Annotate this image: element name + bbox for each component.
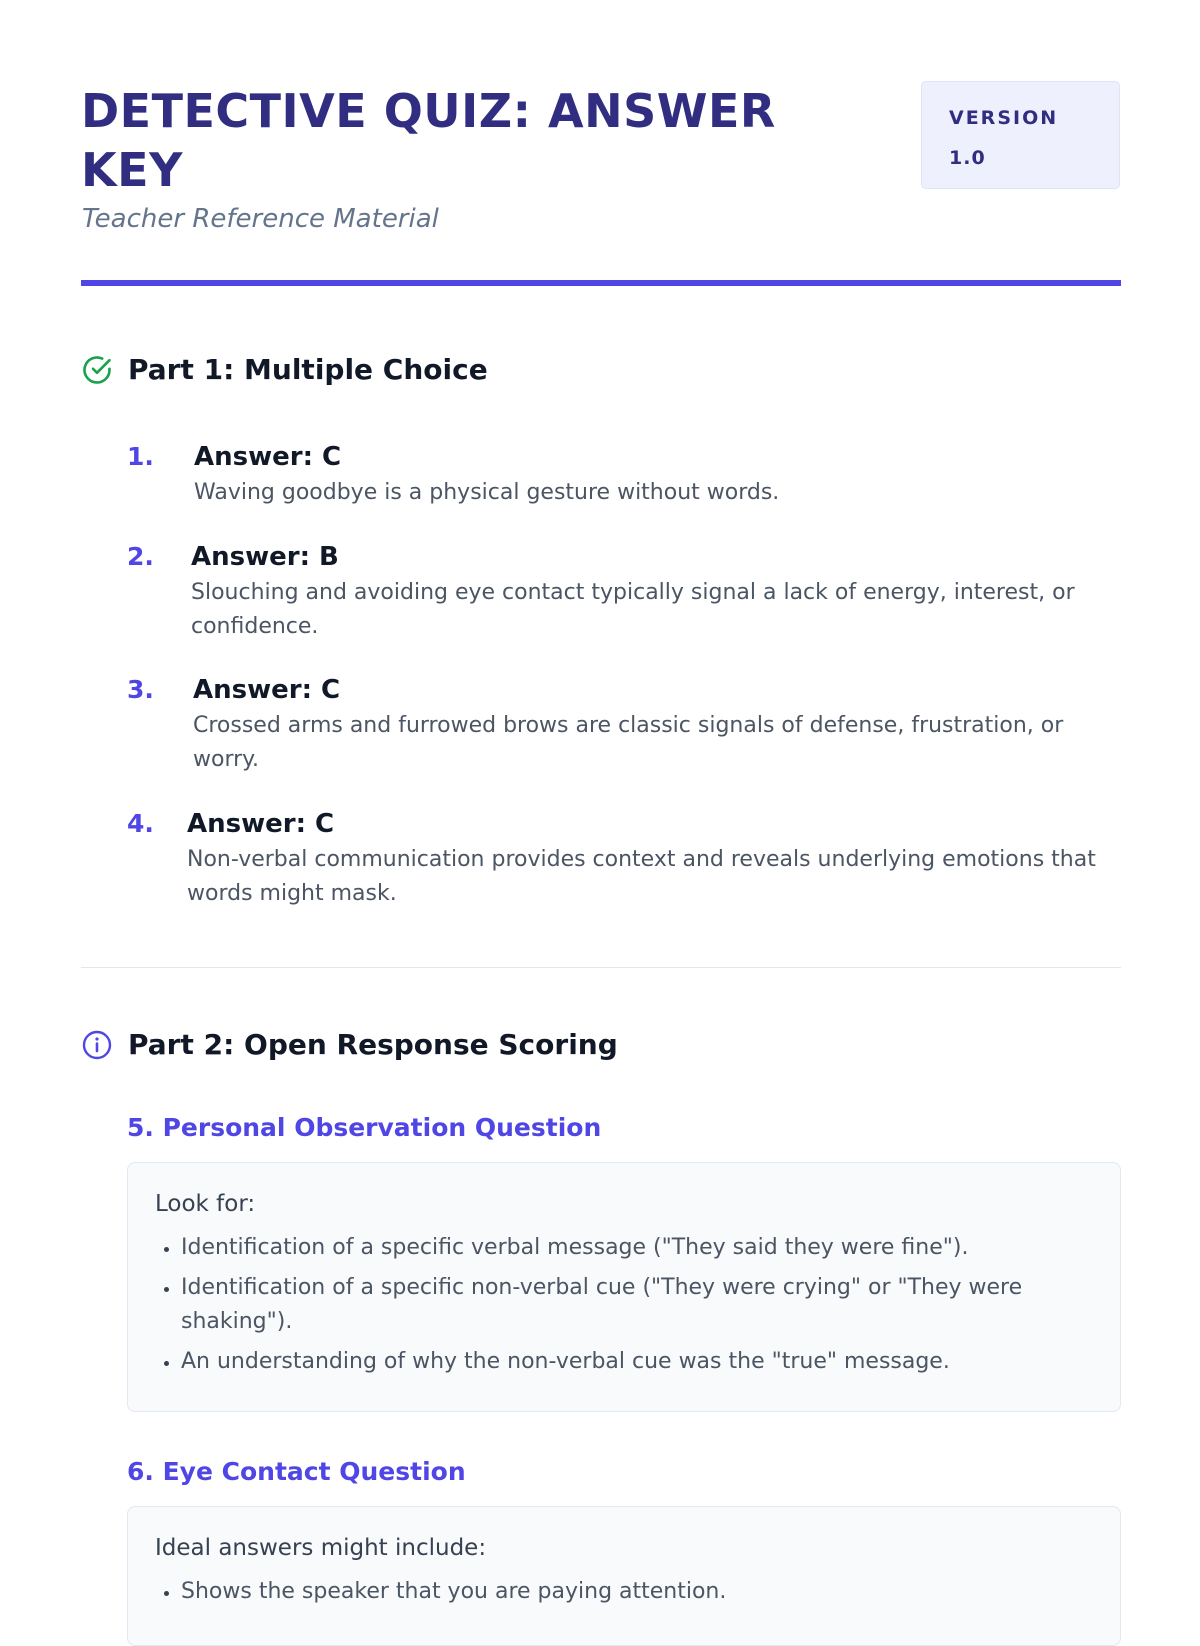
page-subtitle: Teacher Reference Material (82, 204, 439, 234)
item-answer: Answer: C (187, 809, 335, 839)
item-answer: Answer: B (191, 542, 339, 572)
check-circle-icon (81, 354, 113, 386)
version-badge (921, 81, 1120, 189)
item-explanation: Waving goodbye is a physical gesture without words. (194, 480, 780, 505)
part2-heading-text: Part 2: Open Response Scoring (128, 1028, 618, 1061)
section-divider (81, 967, 1121, 968)
list-item: • Identification of a specific verbal message ("They said they were fine"). (181, 1231, 1093, 1265)
item-answer: Answer: C (194, 442, 342, 472)
list-item: • Identification of a specific non-verbal cue ("They were crying" or "They were shaking"). (181, 1271, 1093, 1339)
question-6-scoring-box (127, 1506, 1121, 1646)
item-body (191, 540, 1127, 644)
scoring-criteria-list (155, 1575, 1093, 1609)
list-item: • An understanding of why the non-verbal cue was the "true" message. (181, 1345, 1093, 1379)
list-item: • Shows the speaker that you are paying attention. (181, 1575, 1093, 1609)
version-value: 1.0 (949, 147, 986, 169)
answer-key-page (81, 0, 1121, 1604)
part1-heading (81, 353, 488, 386)
scoring-criteria-list (155, 1231, 1093, 1379)
item-explanation: Crossed arms and furrowed brows are classic signals of defense, frustration, or worry. (193, 713, 1064, 772)
header-divider (81, 280, 1121, 286)
question-5-scoring-box (127, 1162, 1121, 1412)
item-answer: Answer: C (193, 675, 341, 705)
question-5-title: 5. Personal Observation Question (127, 1113, 602, 1142)
page-title: DETECTIVE QUIZ: ANSWER KEY (81, 84, 776, 197)
list-item (127, 673, 1127, 807)
scoring-label: Look for: (155, 1191, 256, 1217)
item-body (187, 807, 1127, 911)
item-explanation: Slouching and avoiding eye contact typically signal a lack of energy, interest, or confidence. (191, 580, 1075, 639)
list-item (127, 540, 1127, 673)
question-6-title: 6. Eye Contact Question (127, 1457, 466, 1486)
info-circle-icon (81, 1029, 113, 1061)
part1-heading-text: Part 1: Multiple Choice (128, 353, 488, 386)
list-item (127, 807, 1127, 917)
multiple-choice-list (127, 440, 1127, 917)
item-body (193, 673, 1127, 777)
item-number: 3. (127, 675, 154, 704)
list-item (127, 440, 1127, 540)
version-label: VERSION (949, 107, 1059, 129)
item-explanation: Non-verbal communication provides context and reveals underlying emotions that words might mask. (187, 847, 1096, 906)
document-header (81, 0, 1121, 290)
item-number: 2. (127, 542, 154, 571)
item-number: 4. (127, 809, 154, 838)
part2-heading (81, 1028, 618, 1061)
scoring-label: Ideal answers might include: (155, 1535, 487, 1561)
item-body (194, 440, 1127, 510)
item-number: 1. (127, 442, 154, 471)
